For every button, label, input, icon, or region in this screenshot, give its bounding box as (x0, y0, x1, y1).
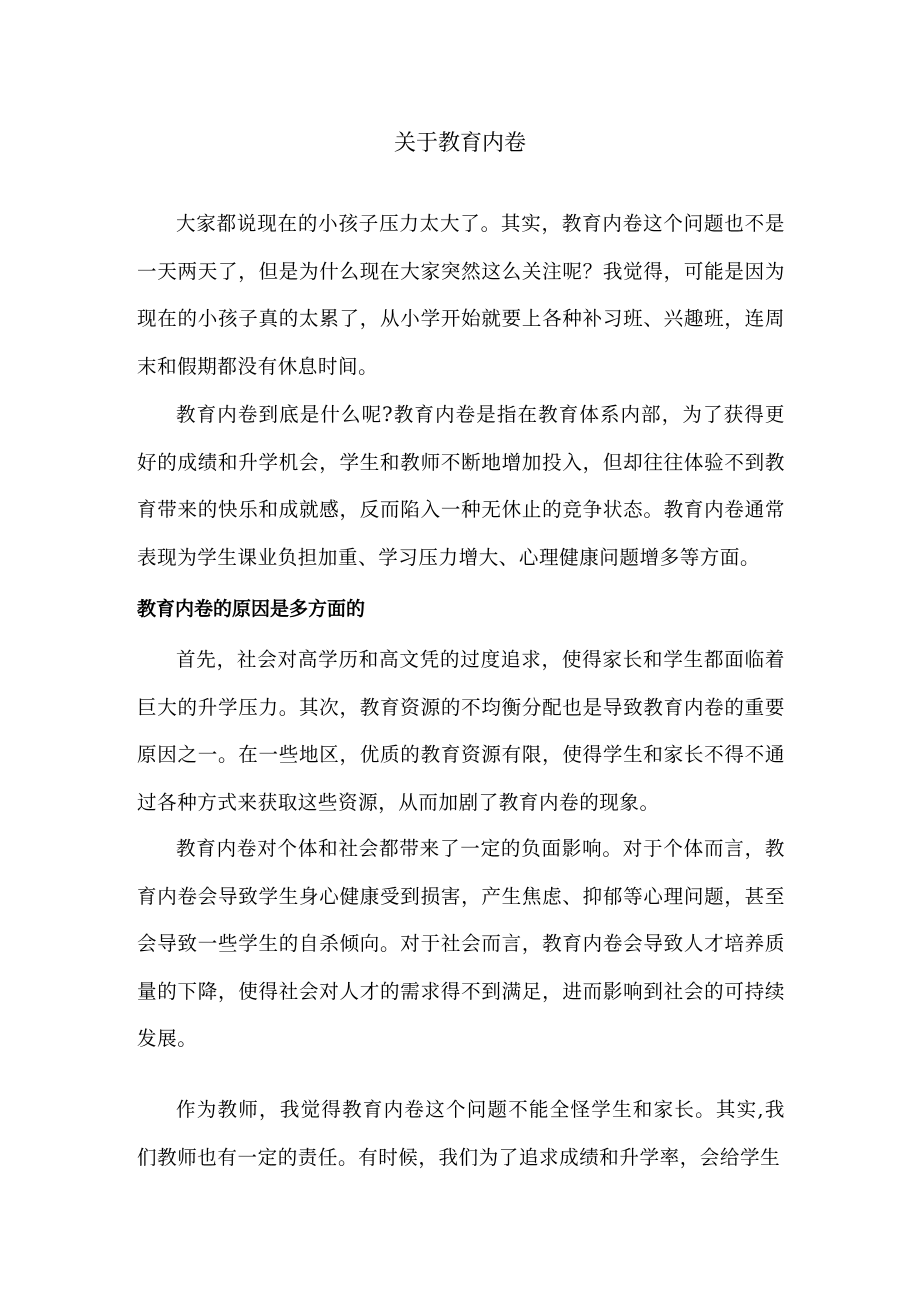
paragraph-pressure-intro: 大家都说现在的小孩子压力太大了。其实，教育内卷这个问题也不是一天两天了，但是为什么现在大家突然这么关注呢？我觉得，可能是因为现在的小孩子真的太累了，从小学开始就要上各种补习班、兴趣班，连周末和假期都没有休息时间。 (137, 212, 785, 378)
section-heading-causes: 教育内卷的原因是多方面的 (137, 598, 366, 620)
paragraph-causes: 首先，社会对高学历和高文凭的过度追求，使得家长和学生都面临着巨大的升学压力。其次，教育资源的不均衡分配也是导致教育内卷的重要原因之一。在一些地区，优质的教育资源有限，使得学生和家长不得不通过各种方式来获取这些资源，从而加剧了教育内卷的现象。 (137, 648, 785, 814)
paragraph-impact: 教育内卷对个体和社会都带来了一定的负面影响。对于个体而言，教育内卷会导致学生身心健康受到损害，产生焦虑、抑郁等心理问题，甚至会导致一些学生的自杀倾向。对于社会而言，教育内卷会导致人才培养质量的下降，使得社会对人才的需求得不到满足，进而影响到社会的可持续发展。 (137, 837, 785, 1050)
paragraph-definition: 教育内卷到底是什么呢?教育内卷是指在教育体系内部，为了获得更好的成绩和升学机会，学生和教师不断地增加投入，但却往往体验不到教育带来的快乐和成就感，反而陷入一种无休止的竞争状态。教育内卷通常表现为学生课业负担加重、学习压力增大、心理健康问题增多等方面。 (137, 403, 785, 569)
paragraph-teacher-view: 作为教师，我觉得教育内卷这个问题不能全怪学生和家长。其实,我们教师也有一定的责任。有时候，我们为了追求成绩和升学率，会给学生 (137, 1098, 785, 1169)
page-title: 关于教育内卷 (393, 131, 526, 156)
